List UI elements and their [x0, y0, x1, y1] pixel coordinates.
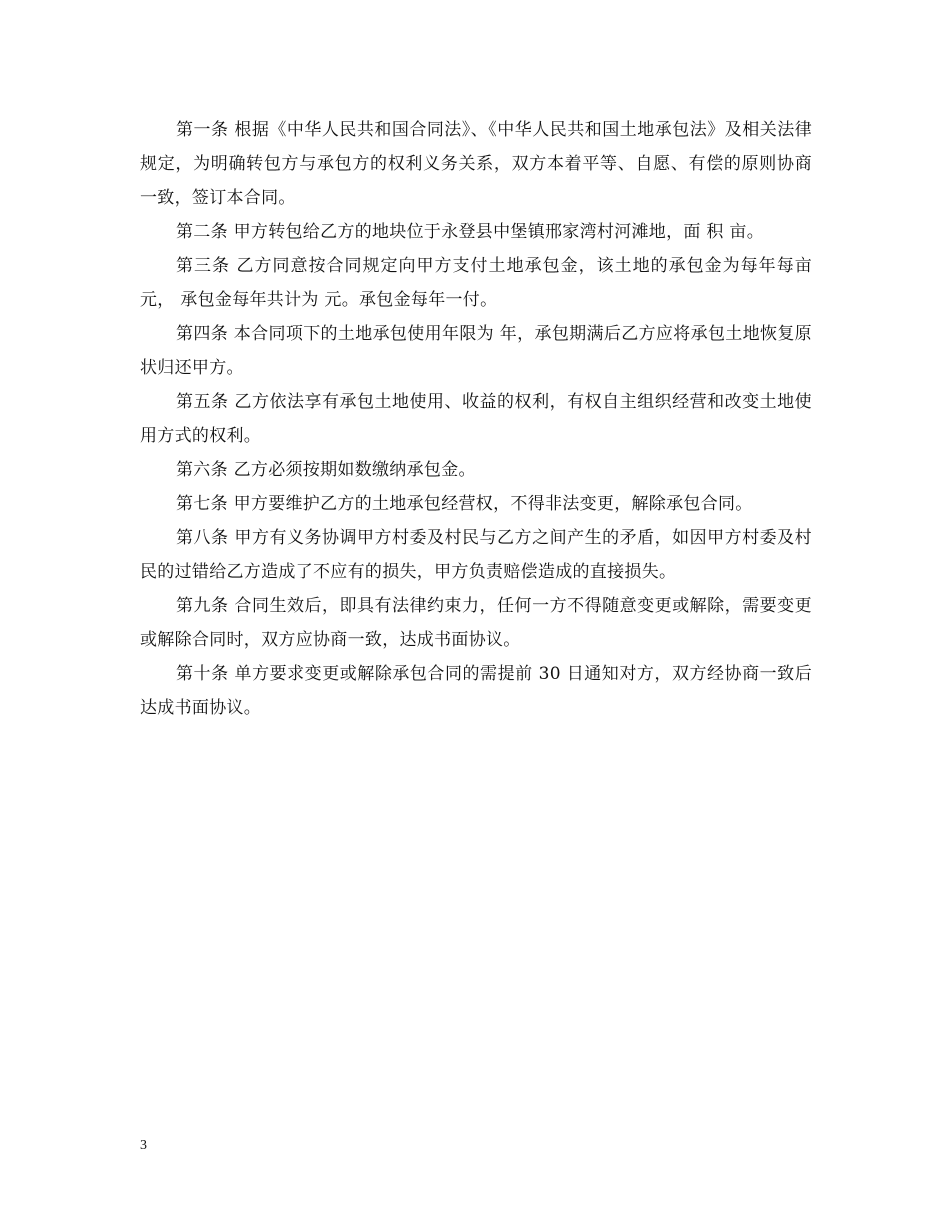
article-7: 第七条 甲方要维护乙方的土地承包经营权，不得非法变更，解除承包合同。 [176, 494, 753, 514]
article-10: 第十条 单方要求变更或解除承包合同的需提前 30 日通知对方，双方经协商一致后达成书面协议。 [140, 664, 812, 718]
article-3: 第三条 乙方同意按合同规定向甲方支付土地承包金，该土地的承包金为每年每亩 元， 承包金每年共计为 元。承包金每年一付。 [140, 256, 812, 310]
article-1: 第一条 根据《中华人民共和国合同法》、《中华人民共和国土地承包法》及相关法律规定，为明确转包方与承包方的权利义务关系，双方本着平等、自愿、有偿的原则协商一致，签订本合同。 [140, 120, 812, 208]
article-8: 第八条 甲方有义务协调甲方村委及村民与乙方之间产生的矛盾，如因甲方村委及村民的过错给乙方造成了不应有的损失，甲方负责赔偿造成的直接损失。 [140, 528, 812, 582]
article-6: 第六条 乙方必须按期如数缴纳承包金。 [176, 460, 476, 480]
document-body [140, 113, 812, 725]
article-9: 第九条 合同生效后，即具有法律约束力，任何一方不得随意变更或解除，需要变更或解除合同时，双方应协商一致，达成书面协议。 [140, 596, 812, 650]
page-number: 3 [140, 1138, 147, 1153]
article-4: 第四条 本合同项下的土地承包使用年限为 年，承包期满后乙方应将承包土地恢复原状归还甲方。 [140, 324, 812, 378]
article-5: 第五条 乙方依法享有承包土地使用、收益的权利，有权自主组织经营和改变土地使用方式的权利。 [140, 392, 812, 446]
article-2: 第二条 甲方转包给乙方的地块位于永登县中堡镇邢家湾村河滩地，面 积 亩。 [176, 222, 765, 242]
